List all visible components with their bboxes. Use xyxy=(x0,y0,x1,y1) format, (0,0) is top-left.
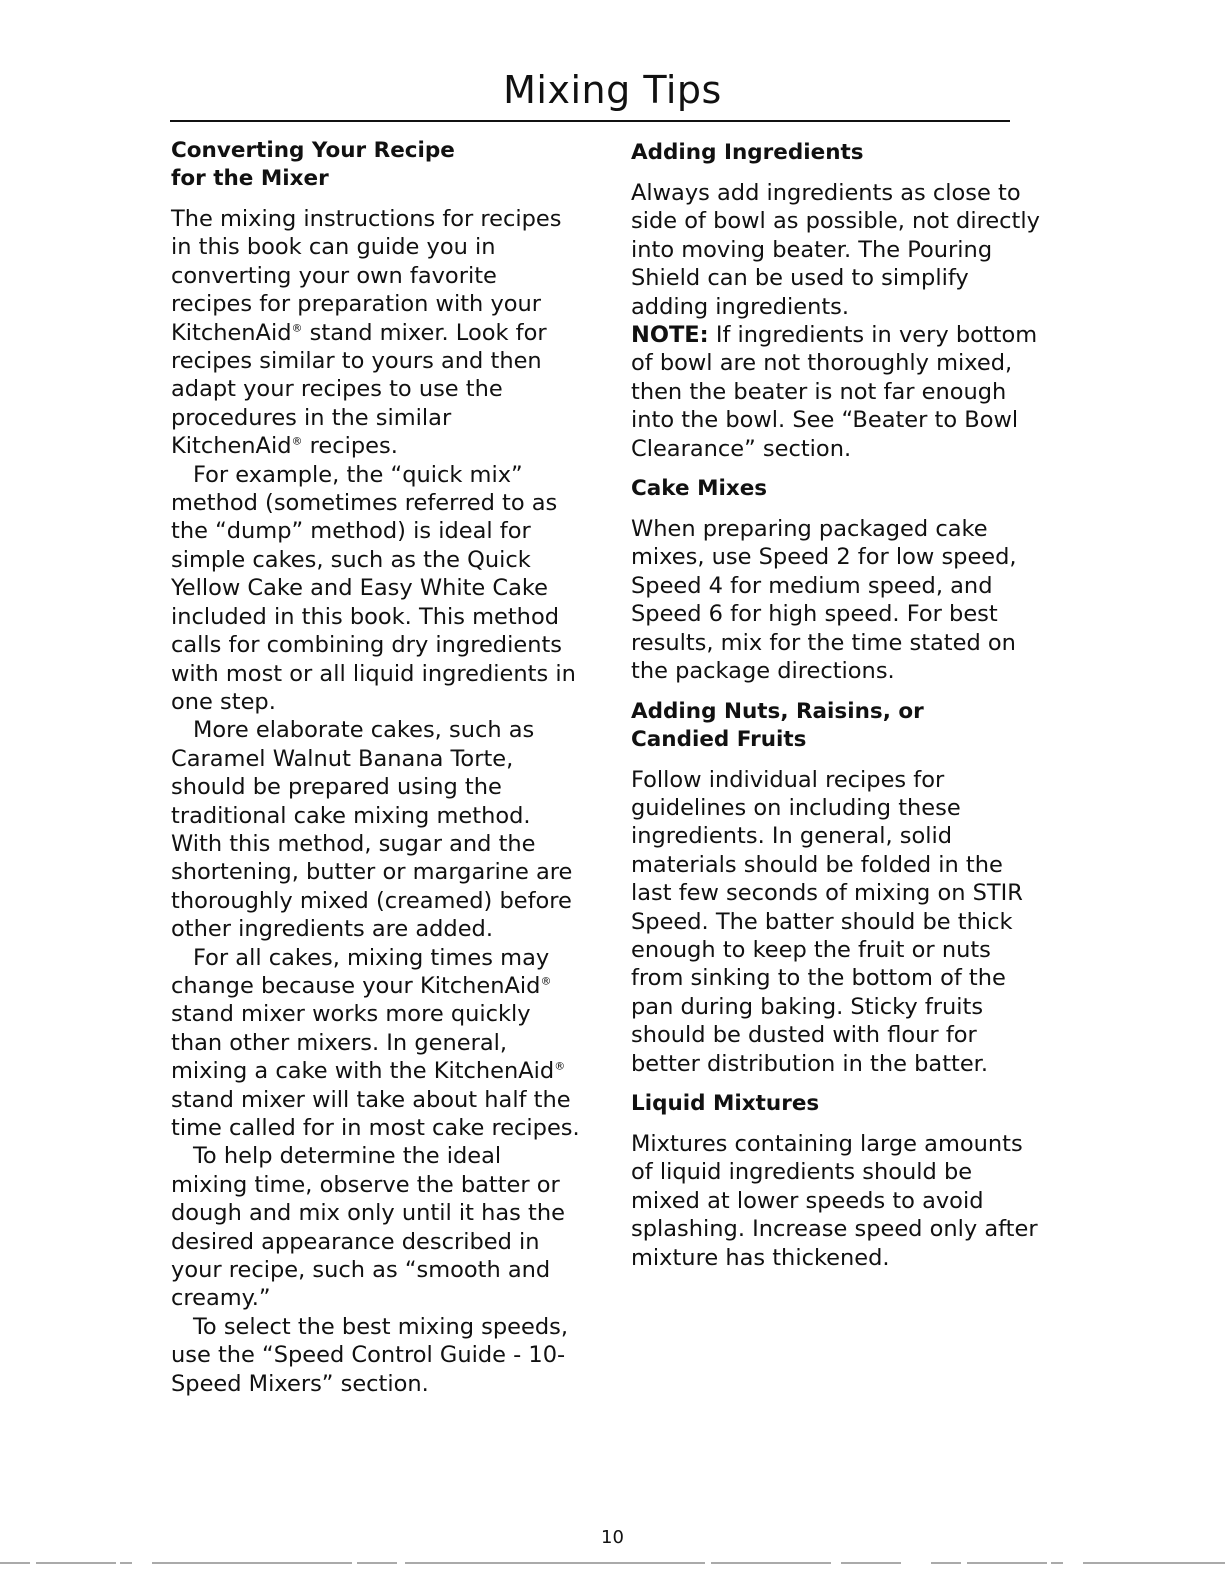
title-divider xyxy=(170,120,1010,122)
converting-recipe-body xyxy=(171,205,583,1398)
liquid-mixtures-body: Mixtures containing large amounts of liquid ingredients should be mixed at lower speeds to avoid splashing. Increase speed only after mixture has thickened. xyxy=(631,1130,1038,1271)
registered-mark: ® xyxy=(540,974,552,988)
paragraph-ideal-time: To help determine the ideal mixing time, observe the batter or dough and mix only until it has the desired appearance described in your recipe, such as “smooth and creamy.” xyxy=(171,1143,565,1312)
text-span: stand mixer. Look for recipes similar to yours and then adapt your recipes to use the procedures in the similar KitchenAid xyxy=(171,319,547,460)
heading-line: Converting Your Recipe xyxy=(171,138,455,163)
note-text: If ingredients in very bottom of bowl are not thoroughly mixed, then the beater is not far enough into the bowl. See “Beater to Bowl Clearance” section. xyxy=(631,322,1038,462)
adding-ingredients-text: Always add ingredients as close to side of bowl as possible, not directly into moving beater. The Pouring Shield can be used to simplify adding ingredients. xyxy=(631,180,1040,320)
cake-mixes-body: When preparing packaged cake mixes, use Speed 2 for low speed, Speed 4 for medium speed, and Speed 6 for high speed. For best results, mix for the time stated on the package directions. xyxy=(631,516,1017,685)
adding-nuts-body: Follow individual recipes for guidelines on including these ingredients. In general, solid materials should be folded in the last few seconds of mixing on STIR Speed. The batter should be thick enough to keep the fruit or nuts from sinking to the bottom of the pan during baking. Sticky fruits should be dusted with flour for better distribution in the batter. xyxy=(631,766,1023,1077)
text-span: The mixing instructions for recipes in this book can guide you in converting your own favorite recipes for preparation with your KitchenAid xyxy=(171,206,562,346)
paragraph-intro xyxy=(171,205,583,461)
heading-line: Adding Nuts, Raisins, or xyxy=(631,698,924,724)
paragraph-quick-mix: For example, the “quick mix” method (sometimes referred to as the “dump” method) is ideal for simple cakes, such as the Quick Yellow Cake and Easy White Cake included in this book. This method calls for combining dry ingredients with most or all liquid ingredients in one step. xyxy=(171,461,576,715)
left-column xyxy=(171,137,583,1398)
text-span: recipes. xyxy=(302,433,398,460)
paragraph-speeds: To select the best mixing speeds, use the “Speed Control Guide - 10-Speed Mixers” section. xyxy=(171,1313,569,1397)
text-span: stand mixer will take about half the time called for in most cake recipes. xyxy=(171,1086,580,1141)
section-heading-cake-mixes: Cake Mixes xyxy=(631,476,768,502)
section-heading-adding-nuts xyxy=(631,698,1043,754)
page-number: 10 xyxy=(601,1527,624,1548)
registered-mark: ® xyxy=(554,1059,566,1073)
heading-line: for the Mixer xyxy=(171,166,329,191)
paragraph-elaborate-cakes: More elaborate cakes, such as Caramel Walnut Banana Torte, should be prepared using the traditional cake mixing method. With this method, sugar and the shortening, butter or margarine are thoroughly mixed (creamed) before other ingredients are added. xyxy=(171,717,573,943)
section-heading-liquid-mixtures: Liquid Mixtures xyxy=(631,1090,820,1116)
section-heading-converting-recipe xyxy=(171,137,583,193)
scan-edge-marks xyxy=(0,1560,1225,1566)
text-span: stand mixer works more quickly than other mixers. In general, mixing a cake with the KitchenAid xyxy=(171,1001,555,1085)
adding-ingredients-body xyxy=(631,179,1043,463)
right-column xyxy=(631,139,1043,1284)
registered-mark: ® xyxy=(291,434,303,448)
registered-mark: ® xyxy=(291,321,303,335)
section-heading-adding-ingredients: Adding Ingredients xyxy=(631,140,864,165)
paragraph-mixing-times xyxy=(171,944,583,1143)
page-title: Mixing Tips xyxy=(503,68,722,112)
heading-line: Candied Fruits xyxy=(631,726,807,752)
note-label: NOTE: xyxy=(631,322,709,349)
text-span: For all cakes, mixing times may change because your KitchenAid xyxy=(171,944,550,999)
